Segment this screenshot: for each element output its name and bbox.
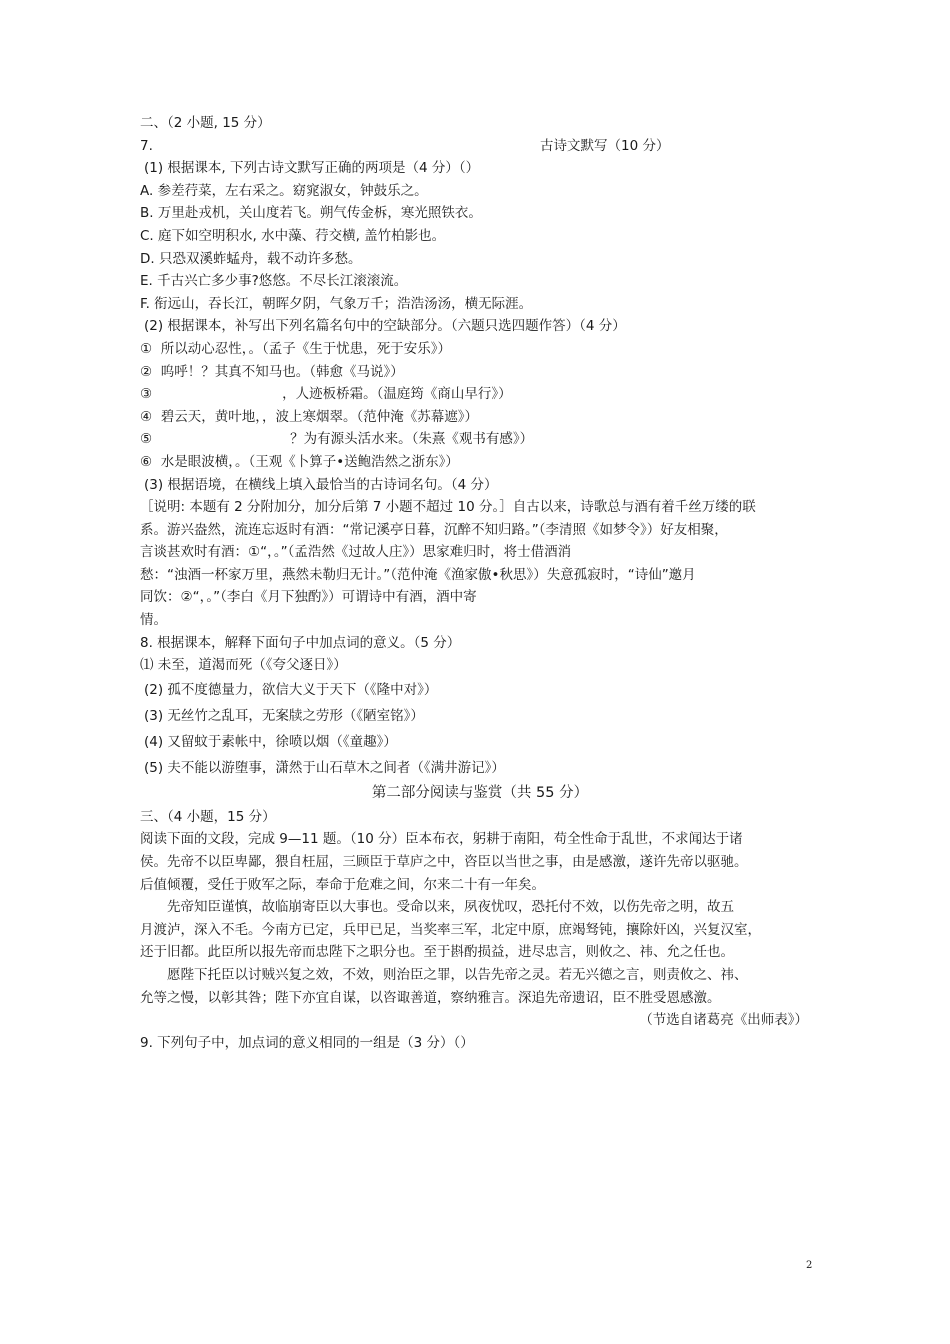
q7-part2-prompt: (2) 根据课本，补写出下列名篇名句中的空缺部分。（六题只选四题作答）（4 分） [144,318,626,335]
section-3-heading: 三、（4 小题，15 分） [140,808,276,825]
question-7-header [140,135,820,158]
fill-item-3: ③ ，人迹板桥霜。（温庭筠《商山早行》） [140,386,512,403]
q7-part3-line-6: 情。 [140,612,167,629]
q7-part3-line-5: 同饮：②“，。”（李白《月下独酌》）可谓诗中有酒，酒中寄 [140,589,477,606]
q7-part3-line-1: ［说明: 本题有 2 分附加分，加分后第 7 小题不超过 10 分。］自古以来，诗歌总与酒有着千丝万缕的联 [140,499,756,516]
q8-item-5: (5) 夫不能以游堕事，潇然于山石草木之间者（《满井游记》） [144,759,505,776]
q7-part3-prompt: (3) 根据语境，在横线上填入最恰当的古诗词名句。（4 分） [144,476,498,493]
q7-option-b: B. 万里赴戎机，关山度若飞。朔气传金柝，寒光照铁衣。 [140,205,482,222]
q7-option-a: A. 参差荇菜，左右采之。窈窕淑女，钟鼓乐之。 [140,182,428,199]
question-7-number: 7. [140,137,153,154]
passage-p1-line-1: 阅读下面的文段，完成 9—11 题。（10 分）臣本布衣，躬耕于南阳，苟全性命于乱世，不求闻达于诸 [140,831,743,848]
q8-item-3: (3) 无丝竹之乱耳，无案牍之劳形（《陋室铭》） [144,707,424,724]
q7-part3-line-3: 言谈甚欢时有酒：①“，。”（孟浩然《过故人庄》）思家难归时，将士借酒消 [140,544,572,561]
page-number: 2 [806,1260,813,1271]
passage-p2-line-2: 月渡泸，深入不毛。今南方已定，兵甲已足，当奖率三军，北定中原，庶竭驽钝，攘除奸凶，兴复汉室， [140,921,761,938]
passage-p1-line-2: 侯。先帝不以臣卑鄙，猥自枉屈，三顾臣于草庐之中，咨臣以当世之事，由是感激，遂许先帝以驱驰。 [140,854,748,871]
question-8-prompt: 8. 根据课本，解释下面句子中加点词的意义。（5 分） [140,634,461,651]
q8-item-4: (4) 又留蚊于素帐中，徐喷以烟（《童趣》） [144,733,397,750]
section-2-heading: 二、（2 小题, 15 分） [140,115,271,131]
q7-part3-line-2: 系。游兴盎然，流连忘返时有酒：“常记溪亭日暮，沉醉不知归路。”（李清照《如梦令》）好友相聚， [140,521,728,538]
q7-option-c: C. 庭下如空明积水, 水中藻、荇交横, 盖竹柏影也。 [140,227,446,244]
question-9-prompt: 9. 下列句子中，加点词的意义相同的一组是（3 分）（） [140,1034,474,1051]
passage-p3-line-1: 愿陛下托臣以讨贼兴复之效，不效，则治臣之罪，以告先帝之灵。若无兴德之言，则责攸之、祎、 [167,967,748,983]
fill-item-6: ⑥ 水是眼波横，。（王观《卜算子•送鲍浩然之浙东》） [140,453,459,470]
q7-part3-line-4: 愁：“浊酒一杯家万里，燕然未勒归无计。”（范仲淹《渔家傲•秋思》）失意孤寂时，“诗仙”邀月 [140,566,696,583]
fill-item-2: ② 呜呼！？其真不知马也。（韩愈《马说》） [140,363,404,380]
q7-option-f: F. 衔远山，吞长江，朝晖夕阴，气象万千；浩浩汤汤，横无际涯。 [140,295,533,312]
passage-p2-line-3: 还于旧都。此臣所以报先帝而忠陛下之职分也。至于斟酌损益，进尽忠言，则攸之、祎、允之任也。 [140,944,734,961]
passage-source: （节选自诸葛亮《出师表》） [639,1012,808,1029]
fill-item-4: ④ 碧云天，黄叶地，，波上寒烟翠。（范仲淹《苏幕遮》） [140,408,478,425]
part-2-title: 第二部分阅读与鉴赏（共 55 分） [371,784,589,801]
passage-p2-line-1: 先帝知臣谨慎，故临崩寄臣以大事也。受命以来，夙夜忧叹，恐托付不效，以伤先帝之明，故五 [167,899,734,916]
q7-option-d: D. 只恐双溪蚱蜢舟，载不动许多愁。 [140,250,362,267]
question-7-title: 古诗文默写（10 分） [540,137,670,154]
passage-p1-line-3: 后值倾覆，受任于败军之际，奉命于危难之间，尔来二十有一年矣。 [140,876,545,893]
q7-part1-prompt: (1) 根据课本, 下列古诗文默写正确的两项是（4 分）（） [144,160,480,177]
fill-item-1: ① 所以动心忍性，。（孟子《生于忧患，死于安乐》） [140,340,451,357]
page-content [140,112,820,1054]
fill-item-5: ⑤ ？为有源头活水来。（朱熹《观书有感》） [140,431,534,448]
q8-item-2: (2) 孤不度德量力，欲信大义于天下（《隆中对》） [144,681,438,698]
q7-option-e: E. 千古兴亡多少事?悠悠。不尽长江滚滚流。 [140,273,408,290]
q8-item-1: ⑴ 未至，道渴而死（《夸父逐日》） [140,657,347,674]
passage-p3-line-2: 允等之慢，以彰其咎；陛下亦宜自谋，以咨诹善道，察纳雅言。深追先帝遗诏，臣不胜受恩感激。 [140,989,721,1006]
